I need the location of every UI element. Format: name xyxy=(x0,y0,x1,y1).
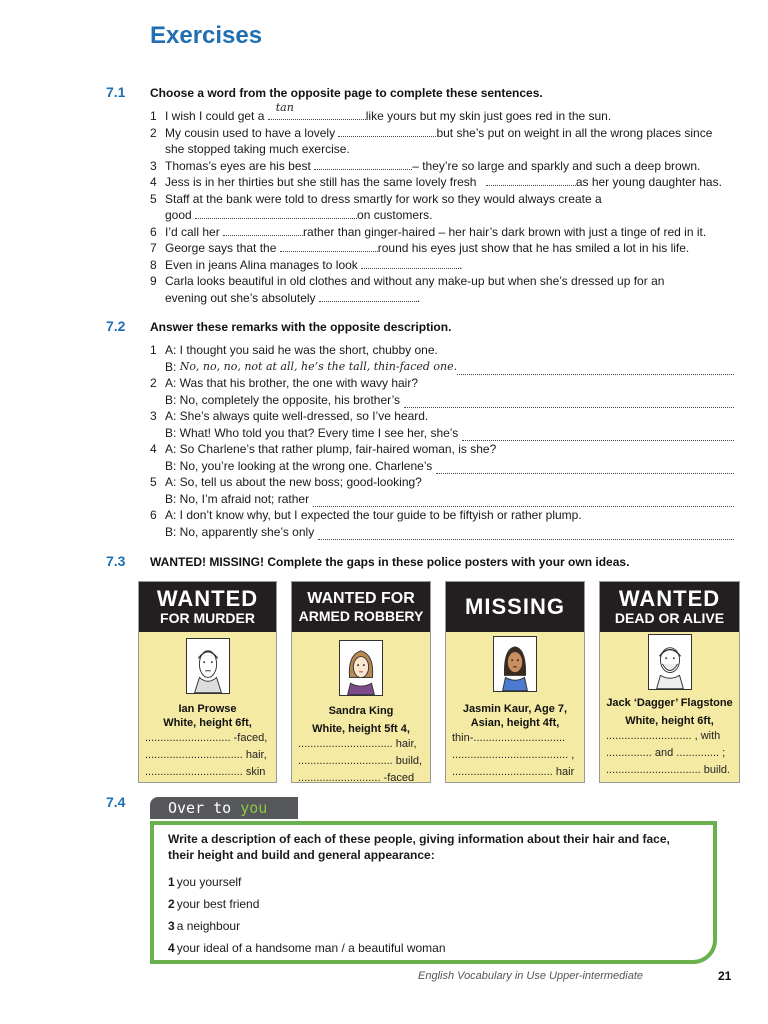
answer-gap[interactable] xyxy=(319,291,417,302)
dialogue-item: 3 A: She’s always quite well-dressed, so I’ve heard. xyxy=(150,409,429,423)
dialogue-item: 1 A: I thought you said he was the short, chubby one. xyxy=(150,343,438,357)
answer-gap[interactable]: ................................ skin xyxy=(145,766,266,778)
answer-gap[interactable] xyxy=(268,101,366,120)
dialogue-item: 4 A: So Charlene’s that rather plump, fair-haired woman, is she? xyxy=(150,442,497,456)
exercise-number-7-2: 7.2 xyxy=(106,318,126,334)
list-item: 9 Carla looks beautiful in old clothes and without any make-up but when she’s dressed up for an evening out she’s absolutely . xyxy=(150,274,665,305)
list-item: 2 My cousin used to have a lovely but she’s put on weight in all the wrong places since she stopped taking much exercise. xyxy=(150,125,713,156)
answer-gap[interactable]: ............................... build, xyxy=(298,755,423,767)
answer-gap[interactable]: ................................. hair xyxy=(452,766,575,778)
answer-gap[interactable] xyxy=(436,462,734,474)
wanted-poster-robbery: WANTED FOR ARMED ROBBERY Sandra King White, height 5ft 4, ............................... hair, ............................... build, ........................... -faced xyxy=(291,581,431,783)
poster-heading: WANTED FOR ARMED ROBBERY xyxy=(292,582,430,632)
answer-gap[interactable]: ...................................... , xyxy=(452,749,575,761)
answer-gap[interactable] xyxy=(361,258,459,269)
dialogue-item: 6 A: I don’t know why, but I expected the tour guide to be fiftyish or rather plump. xyxy=(150,508,582,522)
list-item: 8 Even in jeans Alina manages to look . xyxy=(150,257,463,272)
answer-gap[interactable]: ................................ hair, xyxy=(145,749,267,761)
dialogue-item: 5 A: So, tell us about the new boss; good-looking? xyxy=(150,475,422,489)
suspect-portrait xyxy=(648,634,692,690)
exercise-instruction-7-2: Answer these remarks with the opposite description. xyxy=(150,320,452,334)
answer-gap[interactable] xyxy=(223,225,303,236)
exercise-7-2-list xyxy=(150,342,734,540)
exercise-instruction-7-3: WANTED! MISSING! Complete the gaps in these police posters with your own ideas. xyxy=(150,555,630,569)
list-item: 5 Staff at the bank were told to dress smartly for work so they would always create a good on customers. xyxy=(150,191,602,222)
example-answer: tan xyxy=(275,101,294,114)
list-item: 3 Thomas’s eyes are his best – they’re so large and sparkly and such a deep brown. xyxy=(150,158,701,173)
answer-gap[interactable] xyxy=(195,208,357,219)
dialogue-item: B: No, I’m afraid not; rather xyxy=(150,491,734,508)
exercise-number-7-3: 7.3 xyxy=(106,553,126,569)
suspect-portrait xyxy=(339,640,383,696)
answer-gap[interactable]: ........................... -faced xyxy=(298,772,415,784)
answer-gap[interactable]: ............................... hair, xyxy=(298,738,417,750)
missing-child-portrait xyxy=(493,636,537,692)
list-item: 4 Jess is in her thirties but she still has the same lovely fresh as her young daughter has. xyxy=(150,175,722,189)
answer-gap[interactable] xyxy=(318,528,734,540)
answer-gap[interactable] xyxy=(280,241,378,252)
wanted-poster-murder: WANTED FOR MURDER Ian Prowse White, height 6ft, ............................ -faced, ................................ hair, ................................ skin xyxy=(138,581,277,783)
missing-poster: MISSING Jasmin Kaur, Age 7, Asian, height 4ft, thin-.............................. ...................................... , ................................. hair xyxy=(445,581,585,783)
answer-gap[interactable]: ............................... build. xyxy=(606,764,731,776)
exercise-number-7-4: 7.4 xyxy=(106,794,126,810)
exercise-7-1-list xyxy=(150,101,740,306)
answer-gap[interactable] xyxy=(314,159,412,170)
page-number: 21 xyxy=(718,969,732,983)
answer-gap[interactable] xyxy=(404,396,734,408)
example-answer: No, no, no, not at all, he’s the tall, thin-faced one. xyxy=(179,359,458,373)
wanted-poster-dead-or-alive: WANTED DEAD OR ALIVE Jack ‘Dagger’ Flagstone White, height 6ft, ............................ , with ............... and .............. ; ............................... build. xyxy=(599,581,740,783)
poster-heading: WANTED DEAD OR ALIVE xyxy=(600,582,739,632)
list-item: 7 George says that the round his eyes just show that he has smiled a lot in his life. xyxy=(150,241,690,255)
suspect-portrait xyxy=(186,638,230,694)
page-title: Exercises xyxy=(150,22,263,49)
answer-gap[interactable] xyxy=(486,175,576,186)
list-item: 1 I wish I could get a tan like yours but my skin just goes red in the sun. xyxy=(150,101,612,123)
dialogue-item: B: No, apparently she’s only xyxy=(150,524,734,541)
exercise-number-7-1: 7.1 xyxy=(106,84,126,100)
dialogue-item: 2 A: Was that his brother, the one with wavy hair? xyxy=(150,376,419,390)
over-to-you-box xyxy=(150,821,717,964)
list-item: 4 your ideal of a handsome man / a beautiful woman xyxy=(168,941,446,955)
answer-gap[interactable]: ............................ , with xyxy=(606,730,721,742)
poster-heading: MISSING xyxy=(446,582,584,632)
list-item: 3 a neighbour xyxy=(168,919,241,933)
answer-gap[interactable] xyxy=(457,363,734,375)
dialogue-item: B: What! Who told you that? Every time I see her, she’s xyxy=(150,425,734,442)
dialogue-item: B: No, you’re looking at the wrong one. Charlene’s xyxy=(150,458,734,475)
book-title-footer: English Vocabulary in Use Upper-intermediate xyxy=(418,970,644,982)
answer-gap[interactable] xyxy=(462,429,734,441)
list-item: 1 you yourself xyxy=(168,875,242,889)
dialogue-item: B: No, completely the opposite, his brother’s xyxy=(150,392,734,409)
over-to-you-tab: Over to you xyxy=(150,797,298,819)
answer-gap[interactable]: thin-.............................. xyxy=(452,732,566,744)
answer-gap[interactable] xyxy=(313,495,734,507)
poster-heading: WANTED FOR MURDER xyxy=(139,582,276,632)
dialogue-item: B: No, no, no, not at all, he’s the tall, thin-faced one. xyxy=(150,359,734,376)
answer-gap[interactable]: ............................ -faced, xyxy=(145,732,268,744)
answer-gap[interactable] xyxy=(338,126,436,137)
list-item: 2 your best friend xyxy=(168,897,260,911)
exercise-instruction-7-1: Choose a word from the opposite page to complete these sentences. xyxy=(150,86,543,100)
answer-gap[interactable]: ............... and .............. ; xyxy=(606,747,726,759)
exercise-instruction-7-4: Write a description of each of these people, giving information about their hair and face, their height and build and general appearance: xyxy=(168,832,670,862)
list-item: 6 I’d call her rather than ginger-haired – her hair’s dark brown with just a tinge of red in it. xyxy=(150,224,707,239)
